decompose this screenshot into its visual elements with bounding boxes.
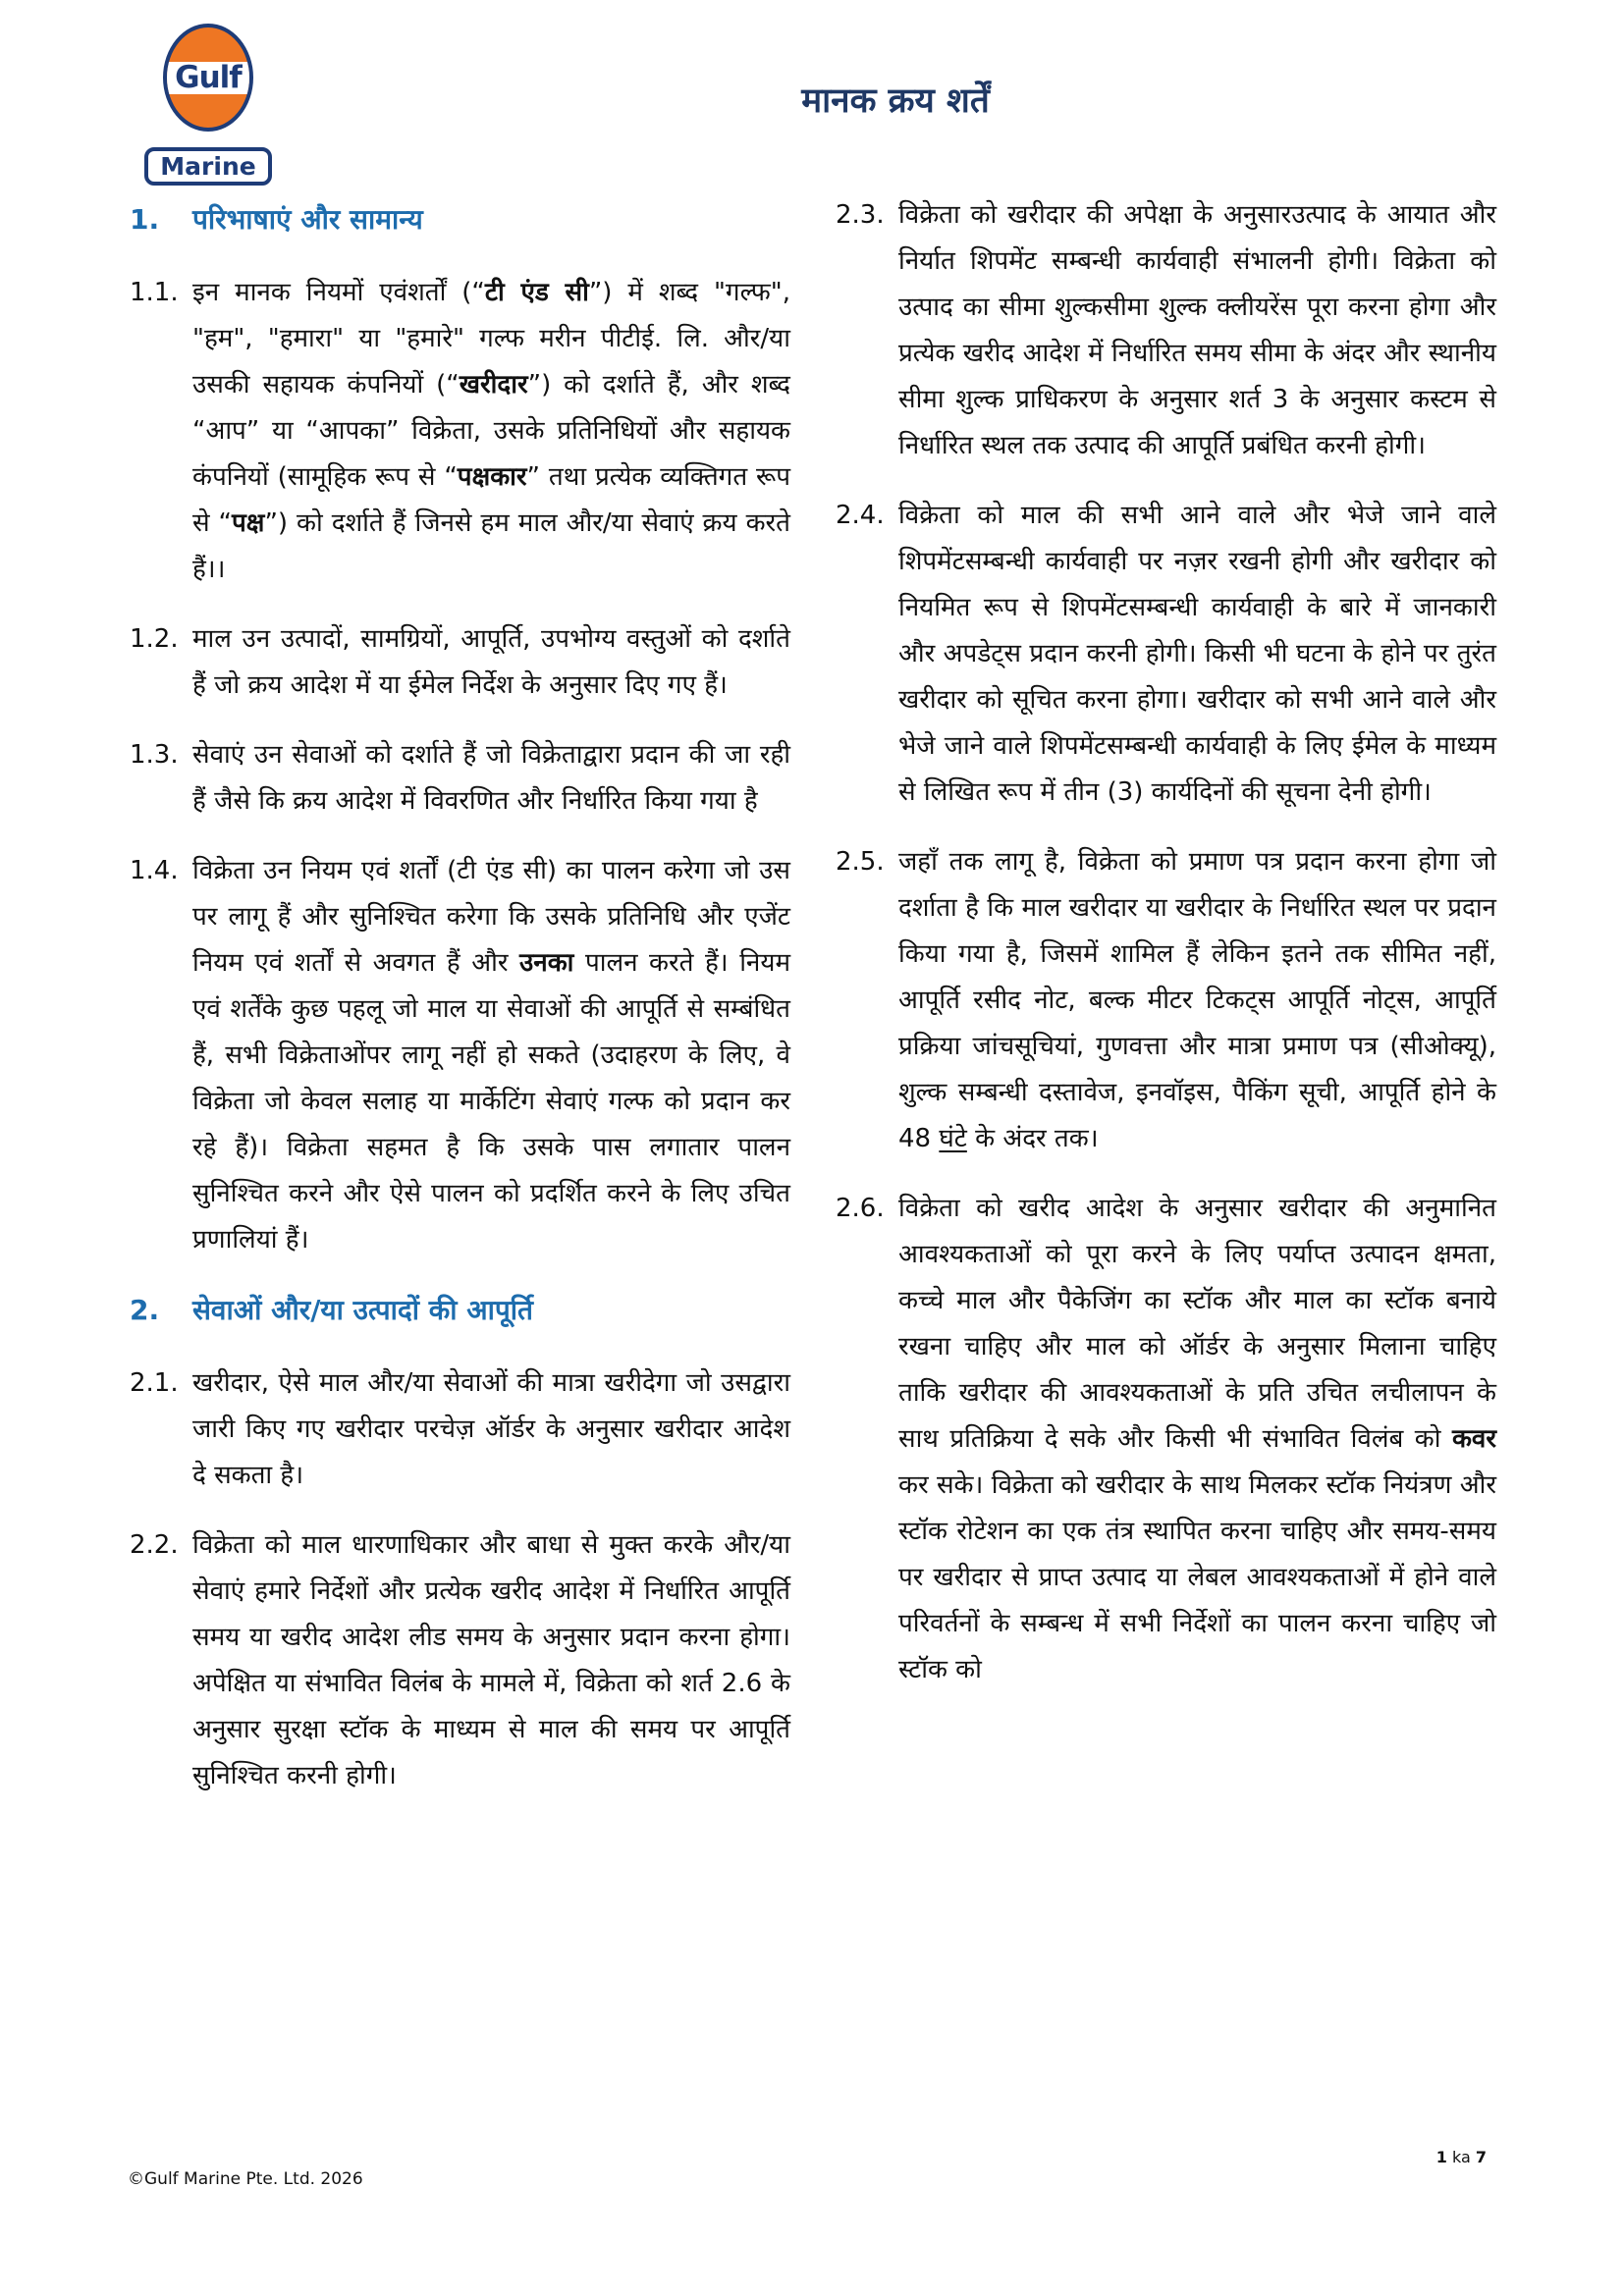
- page-number: [1436, 2148, 1487, 2166]
- clause-text: माल उन उत्पादों, सामग्रियों, आपूर्ति, उपभोग्य वस्तुओं को दर्शाते हैं जो क्रय आदेश में या ईमेल निर्देश के अनुसार दिए गए हैं।: [192, 624, 790, 700]
- clause-number: 1.3.: [130, 740, 179, 770]
- clause-number: 2.6.: [836, 1194, 885, 1223]
- document-columns: [130, 192, 1496, 1823]
- clause-number: 2.2.: [130, 1530, 179, 1560]
- clause-number: 2.5.: [836, 847, 885, 877]
- clause-row: [130, 1522, 790, 1799]
- page-number-total: 7: [1475, 2148, 1487, 2166]
- clause-text: विक्रेता को माल धारणाधिकार और बाधा से मुक्त करके और/या सेवाएं हमारे निर्देशों और प्रत्येक खरीद आदेश में निर्धारित आपूर्ति समय या खरीद आदेश लीड समय के अनुसार प्रदान करना होगा। अपेक्षित या संभावित विलंब के मामले में, विक्रेता को शर्त 2.6 के अनुसार सुरक्षा स्टॉक के माध्यम से माल की समय पर आपूर्ति सुनिश्चित करनी होगी।: [192, 1530, 790, 1790]
- section-heading: [130, 196, 790, 242]
- clause-row: [836, 192, 1496, 469]
- marine-badge: Marine: [144, 147, 271, 186]
- left-column: [130, 192, 790, 1823]
- clause-text: इन मानक नियमों एवंशर्तों (“टी एंड सी”) में शब्द "गल्फ", "हम", "हमारा" या "हमारे" गल्फ मरीन पीटीई. लि. और/या उसकी सहायक कंपनियों (“खरीदार”) को दर्शाते हैं, और शब्द “आप” या “आपका” विक्रेता, उसके प्रतिनिधियों और सहायक कंपनियों (सामूहिक रूप से “पक्षकार” तथा प्रत्येक व्यक्तिगत रूप से “पक्ष”) को दर्शाते हैं जिनसे हम माल और/या सेवाएं क्रय करते हैं।।: [192, 278, 790, 584]
- clause-row: [836, 839, 1496, 1162]
- clause-number: 2.: [130, 1294, 160, 1326]
- clause-number: 2.3.: [836, 200, 885, 230]
- clause-number: 2.4.: [836, 501, 885, 530]
- section-heading-text: सेवाओं और/या उत्पादों की आपूर्ति: [192, 1294, 533, 1326]
- clause-text: विक्रेता को खरीद आदेश के अनुसार खरीदार की अनुमानित आवश्यकताओं को पूरा करने के लिए पर्याप्त उत्पादन क्षमता, कच्चे माल और पैकेजिंग का स्टॉक और माल का स्टॉक बनाये रखना चाहिए और माल को ऑर्डर के अनुसार मिलाना चाहिए ताकि खरीदार की आवश्यकताओं के प्रति उचित लचीलापन के साथ प्रतिक्रिया दे सके और किसी भी संभावित विलंब को कवर कर सके। विक्रेता को खरीदार के साथ मिलकर स्टॉक नियंत्रण और स्टॉक रोटेशन का एक तंत्र स्थापित करना चाहिए और समय-समय पर खरीदार से प्राप्त उत्पाद या लेबल आवश्यकताओं में होने वाले परिवर्तनों के सम्बन्ध में सभी निर्देशों का पालन करना चाहिए जो स्टॉक को: [898, 1194, 1496, 1684]
- clause-text: जहाँ तक लागू है, विक्रेता को प्रमाण पत्र प्रदान करना होगा जो दर्शाता है कि माल खरीदार या खरीदार के निर्धारित स्थल पर प्रदान किया गया है, जिसमें शामिल हैं लेकिन इतने तक सीमित नहीं, आपूर्ति रसीद नोट, बल्क मीटर टिकट्स आपूर्ति नोट्स, आपूर्ति प्रक्रिया जांचसूचियां, गुणवत्ता और मात्रा प्रमाण पत्र (सीओक्यू), शुल्क सम्बन्धी दस्तावेज, इनवॉइस, पैकिंग सूची, आपूर्ति होने के 48 घंटे के अंदर तक।: [898, 847, 1496, 1153]
- section-heading: [130, 1287, 790, 1333]
- page-title: मानक क्रय शर्तें: [801, 81, 990, 121]
- copyright-text: ©Gulf Marine Pte. Ltd. 2026: [128, 2169, 363, 2189]
- clause-text: खरीदार, ऐसे माल और/या सेवाओं की मात्रा खरीदेगा जो उसद्वारा जारी किए गए खरीदार परचेज़ ऑर्डर के अनुसार खरीदार आदेश दे सकता है।: [192, 1368, 790, 1490]
- clause-number: 1.4.: [130, 856, 179, 885]
- clause-row: [836, 1186, 1496, 1693]
- right-column: [836, 192, 1496, 1823]
- gulf-logo-text: Gulf: [175, 60, 242, 95]
- clause-text: सेवाएं उन सेवाओं को दर्शाते हैं जो विक्रेताद्वारा प्रदान की जा रही हैं जैसे कि क्रय आदेश में विवरणित और निर्धारित किया गया है: [192, 740, 790, 816]
- clause-number: 2.1.: [130, 1368, 179, 1398]
- clause-number: 1.2.: [130, 624, 179, 654]
- clause-row: [130, 616, 790, 709]
- clause-row: [130, 270, 790, 593]
- clause-text: विक्रेता उन नियम एवं शर्तों (टी एंड सी) का पालन करेगा जो उस पर लागू हैं और सुनिश्चित करेगा कि उसके प्रतिनिधि और एजेंट नियम एवं शर्तों से अवगत हैं और उनका पालन करते हैं। नियम एवं शर्तेंके कुछ पहलू जो माल या सेवाओं की आपूर्ति से सम्बंधित हैं, सभी विक्रेताओंपर लागू नहीं हो सकते (उदाहरण के लिए, वे विक्रेता जो केवल सलाह या मार्केटिंग सेवाएं गल्फ को प्रदान कर रहे हैं)। विक्रेता सहमत है कि उसके पास लगातार पालन सुनिश्चित करने और ऐसे पालन को प्रदर्शित करने के लिए उचित प्रणालियां हैं।: [192, 856, 790, 1255]
- clause-row: [836, 493, 1496, 816]
- clause-number: 1.1.: [130, 278, 179, 307]
- page-number-current: 1: [1435, 2148, 1447, 2166]
- clause-row: [130, 732, 790, 825]
- section-heading-text: परिभाषाएं और सामान्य: [192, 203, 423, 236]
- clause-text: विक्रेता को माल की सभी आने वाले और भेजे जाने वाले शिपमेंटसम्बन्धी कार्यवाही पर नज़र रखनी होगी और खरीदार को नियमित रूप से शिपमेंटसम्बन्धी कार्यवाही के बारे में जानकारी और अपडेट्स प्रदान करनी होगी। किसी भी घटना के होने पर तुरंत खरीदार को सूचित करना होगा। खरीदार को सभी आने वाले और भेजे जाने वाले शिपमेंटसम्बन्धी कार्यवाही के लिए ईमेल के माध्यम से लिखित रूप में तीन (3) कार्यदिनों की सूचना देनी होगी।: [898, 501, 1496, 807]
- clause-row: [130, 848, 790, 1263]
- page-number-separator: ka: [1446, 2148, 1476, 2166]
- clause-text: विक्रेता को खरीदार की अपेक्षा के अनुसारउत्पाद के आयात और निर्यात शिपमेंट सम्बन्धी कार्यवाही संभालनी होगी। विक्रेता को उत्पाद का सीमा शुल्कसीमा शुल्क क्लीयरेंस पूरा करना होगा और प्रत्येक खरीद आदेश में निर्धारित समय सीमा के अंदर और स्थानीय सीमा शुल्क प्राधिकरण के अनुसार शर्त 3 के अनुसार कस्टम से निर्धारित स्थल तक उत्पाद की आपूर्ति प्रबंधित करनी होगी।: [898, 200, 1496, 460]
- clause-number: 1.: [130, 203, 160, 236]
- clause-row: [130, 1361, 790, 1499]
